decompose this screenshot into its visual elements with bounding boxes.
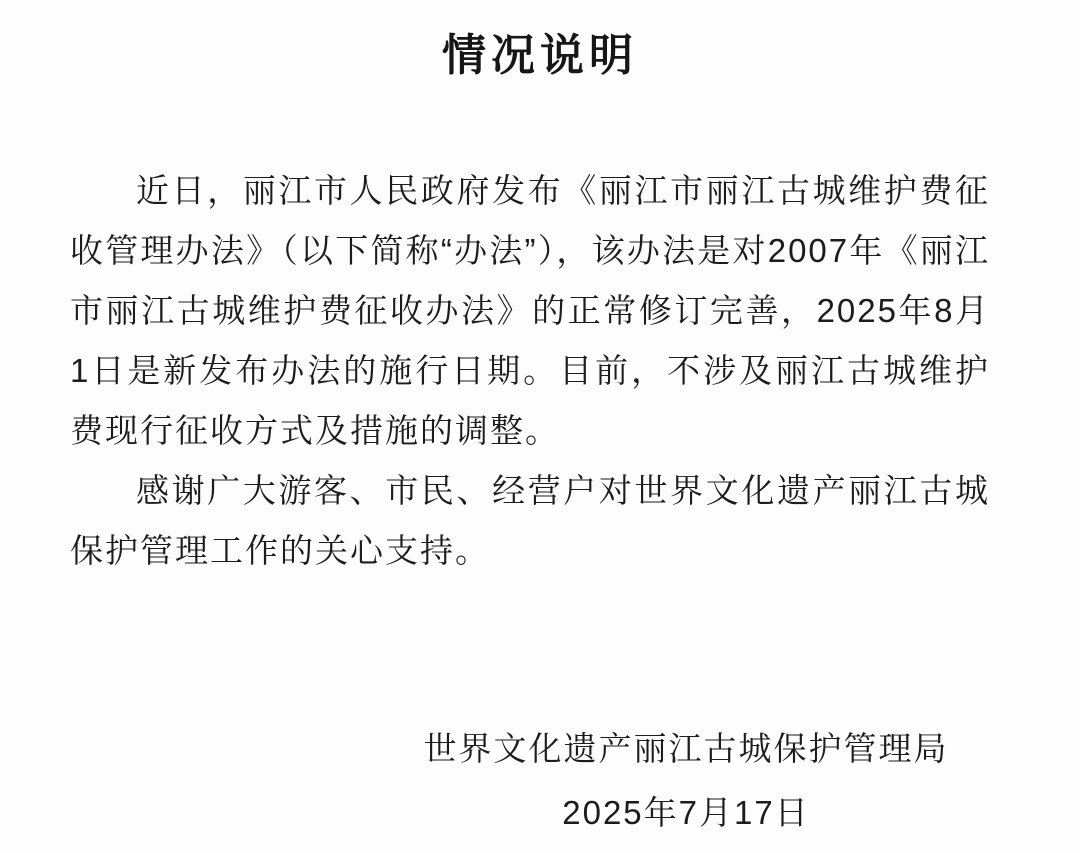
paragraph-announcement: 近日，丽江市人民政府发布《丽江市丽江古城维护费征收管理办法》（以下简称“办法”），该办法是对2007年《丽江市丽江古城维护费征收办法》的正常修订完善，2025年8月1日是新发布办法的施行日期。目前，不涉及丽江古城维护费现行征收方式及措施的调整。: [70, 171, 990, 449]
signature-block: [292, 717, 1080, 845]
document-title: 情况说明: [442, 31, 638, 80]
document-body: [70, 161, 990, 581]
signature-issuer: 世界文化遗产丽江古城保护管理局: [423, 729, 949, 767]
signature-date: 2025年7月17日: [562, 793, 810, 831]
paragraph-thanks: 感谢广大游客、市民、经营户对世界文化遗产丽江古城保护管理工作的关心支持。: [70, 471, 990, 569]
